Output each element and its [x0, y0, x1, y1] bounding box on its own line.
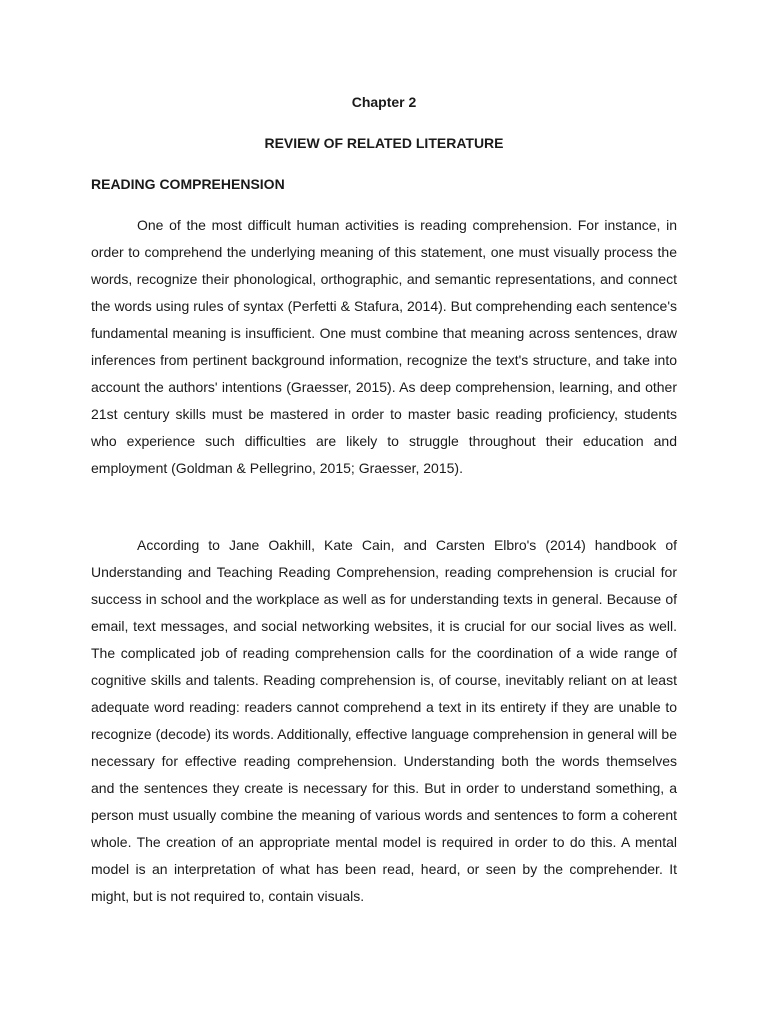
- chapter-label: Chapter 2: [351, 94, 417, 110]
- page-title: REVIEW OF RELATED LITERATURE: [264, 135, 504, 151]
- section-heading: READING COMPREHENSION: [91, 176, 285, 192]
- body-paragraph-2: According to Jane Oakhill, Kate Cain, and Carsten Elbro's (2014) handbook of Understanding and Teaching Reading Comprehension, reading comprehension is crucial for success in school and the workplace as well as for understanding texts in general. Because of email, text messages, and social networking websites, it is crucial for our social lives as well. The complicated job of reading comprehension calls for the coordination of a wide range of cognitive skills and talents. Reading comprehension is, of course, inevitably reliant on at least adequate word reading: readers cannot comprehend a text in its entirety if they are unable to recognize (decode) its words. Additionally, effective language comprehension in general will be necessary for effective reading comprehension. Understanding both the words themselves and the sentences they create is necessary for this. But in order to understand something, a person must usually combine the meaning of various words and sentences to form a coherent whole. The creation of an appropriate mental model is required in order to do this. A mental model is an interpretation of what has been read, heard, or seen by the comprehender. It might, but is not required to, contain visuals.: [91, 537, 677, 904]
- body-paragraph-1: One of the most difficult human activities is reading comprehension. For instance, in order to comprehend the underlying meaning of this statement, one must visually process the words, recognize their phonological, orthographic, and semantic representations, and connect the words using rules of syntax (Perfetti & Stafura, 2014). But comprehending each sentence's fundamental meaning is insufficient. One must combine that meaning across sentences, draw inferences from pertinent background information, recognize the text's structure, and take into account the authors' intentions (Graesser, 2015). As deep comprehension, learning, and other 21st century skills must be mastered in order to master basic reading proficiency, students who experience such difficulties are likely to struggle throughout their education and employment (Goldman & Pellegrino, 2015; Graesser, 2015).: [91, 217, 677, 476]
